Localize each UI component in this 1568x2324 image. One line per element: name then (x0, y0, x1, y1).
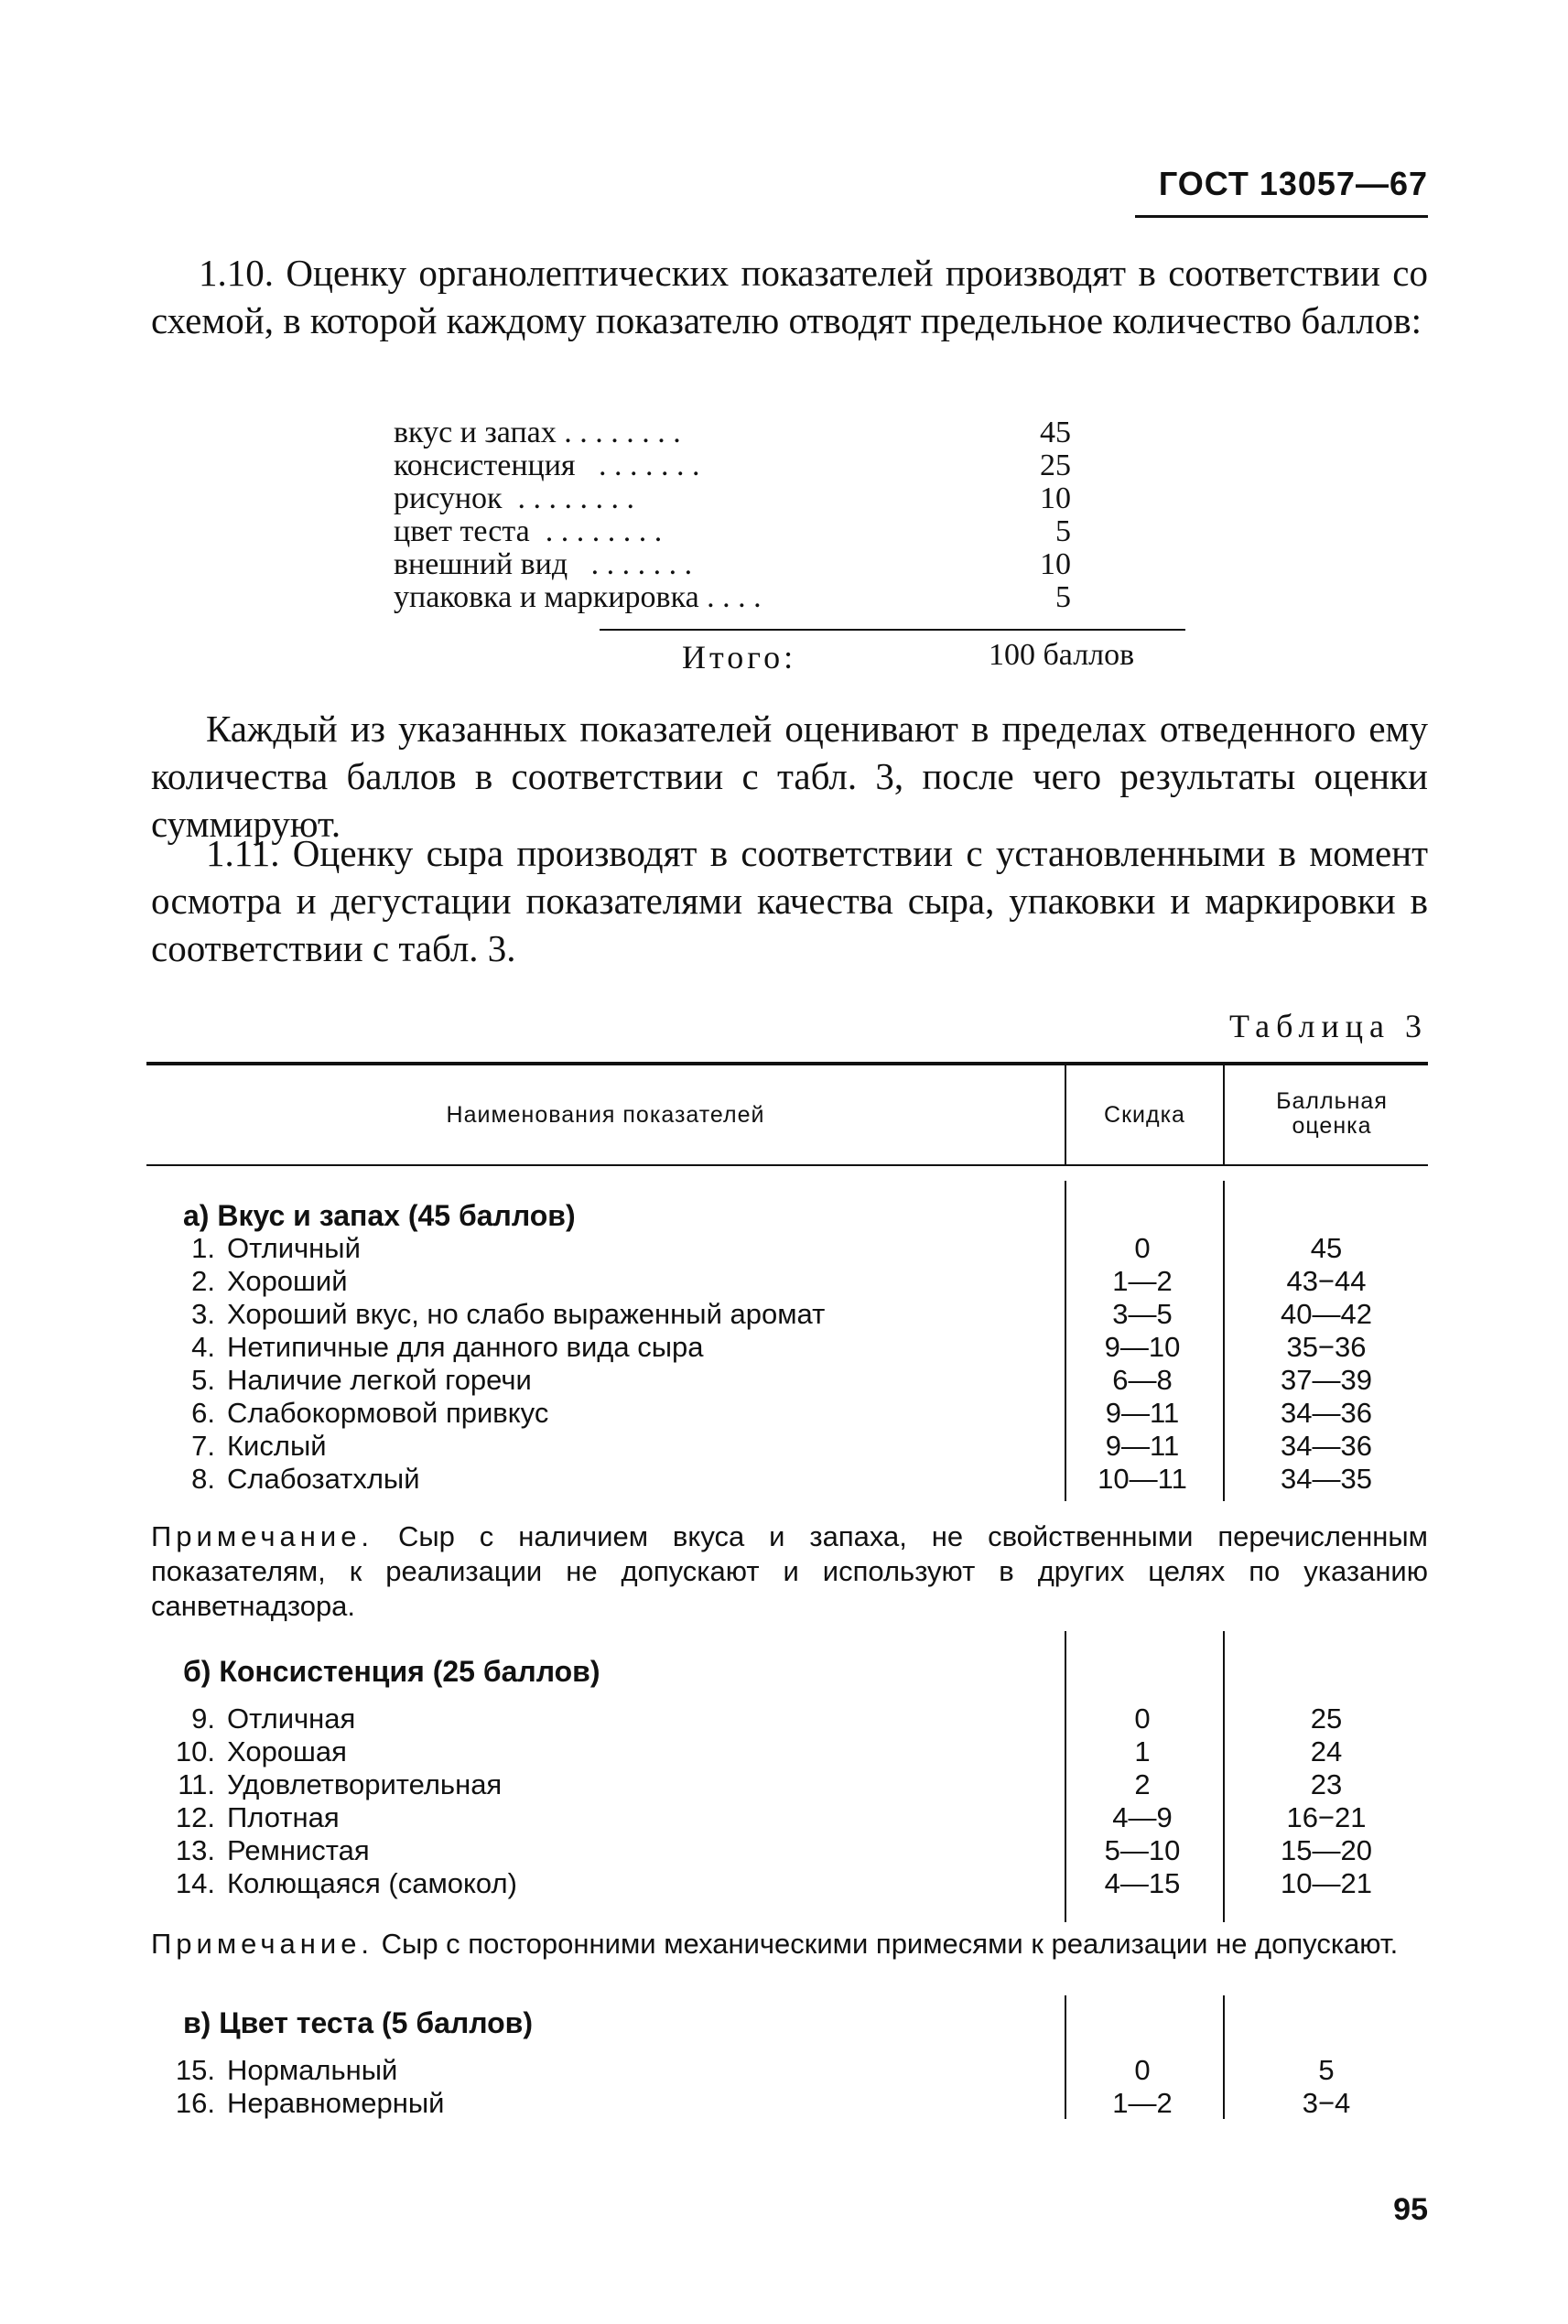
scheme-row-label: упаковка и маркировка . . . . (394, 580, 762, 614)
row-score: 15—20 (1281, 1834, 1372, 1866)
row-name: Хороший вкус, но слабо выраженный аромат (227, 1298, 826, 1330)
scheme-row (394, 581, 1071, 614)
note-heading: Примечание. (151, 1928, 374, 1960)
scheme-row-value: 45 (1040, 416, 1071, 449)
row-name: Ремнистая (227, 1834, 370, 1866)
note-consistency (151, 1927, 1428, 1962)
paragraph-1-11: 1.11. Оценку сыра производят в соответствии с установленными в момент осмотра и дегустации показателями качества сыра, упаковки и маркировки в соответствии с табл. 3. (151, 832, 1428, 969)
row-number: 14. (175, 1867, 215, 1899)
table-row (146, 1265, 1428, 1298)
table-row (146, 1364, 1428, 1397)
row-name: Хорошая (227, 1735, 347, 1767)
row-score: 10—21 (1281, 1867, 1372, 1899)
note-text: Сыр с наличием вкуса и запаха, не свойственными перечисленным показателям, к реализации не допускают и используют в других целях по указанию санветнадзора. (151, 1520, 1428, 1622)
row-discount: 0 (1134, 1702, 1151, 1735)
page-number: 95 (1393, 2192, 1428, 2227)
row-discount: 9—11 (1105, 1397, 1180, 1429)
row-name: Отличный (227, 1232, 361, 1264)
row-name: Неравномерный (227, 2087, 445, 2119)
scheme-row (394, 548, 1071, 581)
scheme-total-rule (600, 629, 1185, 631)
row-number: 9. (191, 1702, 215, 1735)
table-title: Таблица 3 (1229, 1008, 1428, 1044)
row-number: 6. (191, 1397, 215, 1429)
row-discount: 1—2 (1112, 2087, 1173, 2119)
table-row (146, 1463, 1428, 1496)
scheme-row-label: рисунок . . . . . . . . (394, 481, 635, 515)
table-row (146, 1834, 1428, 1867)
scheme-row-value: 25 (1040, 449, 1071, 482)
paragraph-each-indicator: Каждый из указанных показателей оценивают в пределах отведенного ему количества баллов в соответствии с табл. 3, после чего результаты оценки суммируют. (151, 708, 1428, 845)
row-number: 12. (175, 1801, 215, 1833)
row-name: Нормальный (227, 2054, 398, 2086)
scheme-row (394, 416, 1071, 449)
table-row (146, 1768, 1428, 1801)
row-score: 37—39 (1281, 1364, 1372, 1396)
row-number: 4. (191, 1331, 215, 1363)
row-score: 24 (1310, 1735, 1343, 1767)
row-name: Хороший (227, 1265, 348, 1297)
scheme-row-label: консистенция . . . . . . . (394, 449, 700, 482)
row-name: Слабозатхлый (227, 1463, 420, 1495)
row-score: 16−21 (1286, 1801, 1367, 1833)
row-discount: 10—11 (1098, 1463, 1187, 1495)
row-discount: 9—11 (1105, 1430, 1180, 1462)
row-number: 8. (191, 1463, 215, 1495)
row-number: 15. (175, 2054, 215, 2086)
paragraph-1-10: 1.10. Оценку органолептических показателей производят в соответствии со схемой, в которой каждому показателю отводят предельное количество баллов: (151, 252, 1428, 341)
header-rule (1135, 215, 1428, 218)
row-name: Отличная (227, 1702, 356, 1735)
row-discount: 1—2 (1112, 1265, 1173, 1297)
section-taste-title: а) Вкус и запах (45 баллов) (183, 1199, 576, 1232)
row-number: 10. (175, 1735, 215, 1767)
scheme-row-label: цвет теста . . . . . . . . (394, 514, 663, 548)
note-text: Сыр с посторонними механическими примесями к реализации не допускают. (373, 1928, 1399, 1960)
table-row (146, 1735, 1428, 1768)
row-number: 13. (175, 1834, 215, 1866)
scheme-row-value: 10 (1040, 547, 1071, 581)
row-number: 7. (191, 1430, 215, 1462)
scheme-row (394, 449, 1071, 482)
row-score: 43−44 (1286, 1265, 1367, 1297)
table-row (146, 1867, 1428, 1900)
row-discount: 2 (1134, 1768, 1151, 1800)
row-score: 45 (1310, 1232, 1343, 1264)
row-score: 34—36 (1281, 1397, 1372, 1429)
section-consistency-title: б) Консистенция (25 баллов) (183, 1655, 600, 1688)
table-header-rule (146, 1164, 1428, 1166)
row-name: Колющаяся (самокол) (227, 1867, 517, 1899)
scheme-row-label: внешний вид . . . . . . . (394, 547, 693, 581)
row-score: 23 (1310, 1768, 1343, 1800)
table-row (146, 1298, 1428, 1331)
row-number: 1. (191, 1232, 215, 1264)
row-name: Кислый (227, 1430, 327, 1462)
scheme-row-value: 5 (1055, 514, 1071, 548)
document-code: ГОСТ 13057—67 (1158, 165, 1428, 202)
table-top-rule (146, 1062, 1428, 1065)
row-number: 5. (191, 1364, 215, 1396)
scheme-row-value: 10 (1040, 481, 1071, 515)
row-discount: 0 (1134, 1232, 1151, 1264)
row-number: 3. (191, 1298, 215, 1330)
row-name: Наличие легкой горечи (227, 1364, 532, 1396)
row-discount: 3—5 (1112, 1298, 1173, 1330)
scheme-total-label: Итого: (682, 639, 797, 676)
row-discount: 0 (1134, 2054, 1151, 2086)
row-number: 2. (191, 1265, 215, 1297)
row-score: 5 (1318, 2054, 1335, 2086)
row-score: 34—36 (1281, 1430, 1372, 1462)
table-row (146, 2087, 1428, 2120)
scheme-total-value: 100 баллов (989, 638, 1135, 672)
row-name: Плотная (227, 1801, 340, 1833)
table-row (146, 1232, 1428, 1265)
row-score: 25 (1310, 1702, 1343, 1735)
row-score: 34—35 (1281, 1463, 1372, 1495)
row-name: Нетипичные для данного вида сыра (227, 1331, 704, 1363)
note-heading: Примечание. (151, 1520, 374, 1552)
row-name: Удовлетворительная (227, 1768, 503, 1800)
table-row (146, 1397, 1428, 1430)
section-dough-color-title: в) Цвет теста (5 баллов) (183, 2006, 533, 2039)
row-score: 35−36 (1286, 1331, 1367, 1363)
table-row (146, 1331, 1428, 1364)
table-row (146, 1430, 1428, 1463)
header-column-divider (1223, 1065, 1225, 1164)
header-indicator-names: Наименования показателей (446, 1102, 765, 1128)
header-score: Балльная оценка (1276, 1088, 1388, 1139)
row-discount: 5—10 (1104, 1834, 1181, 1866)
row-discount: 4—15 (1104, 1867, 1181, 1899)
row-score: 40—42 (1281, 1298, 1372, 1330)
table-row (146, 1801, 1428, 1834)
table-row (146, 2054, 1428, 2087)
row-number: 16. (175, 2087, 215, 2119)
row-name: Слабокормовой привкус (227, 1397, 549, 1429)
table-row (146, 1702, 1428, 1735)
row-discount: 6—8 (1112, 1364, 1173, 1396)
scheme-row-label: вкус и запах . . . . . . . . (394, 416, 681, 449)
row-number: 11. (178, 1768, 215, 1800)
note-taste (151, 1519, 1428, 1624)
row-discount: 9—10 (1104, 1331, 1181, 1363)
row-discount: 1 (1134, 1735, 1151, 1767)
scheme-row (394, 482, 1071, 515)
row-score: 3−4 (1302, 2087, 1351, 2119)
scheme-row (394, 515, 1071, 548)
header-discount: Скидка (1104, 1102, 1185, 1128)
scheme-row-value: 5 (1055, 580, 1071, 614)
row-discount: 4—9 (1112, 1801, 1173, 1833)
